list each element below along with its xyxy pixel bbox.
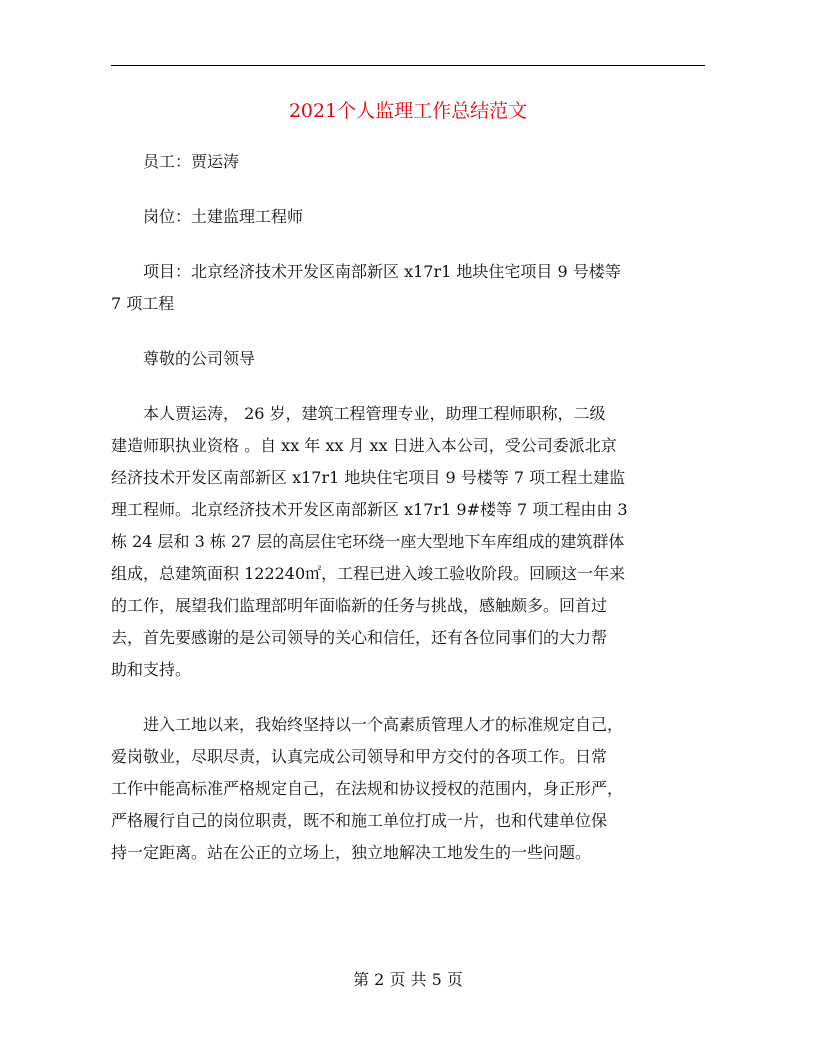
employee-line: 员工：贾运涛 [143, 152, 240, 171]
salutation: 尊敬的公司领导 [143, 349, 256, 368]
paragraph-1-line: 理工程师。北京经济技术开发区南部新区 x17r1 9#楼等 7 项工程由由 3 [111, 500, 628, 519]
paragraph-1-line: 建造师职执业资格 。自 xx 年 xx 月 xx 日进入本公司，受公司委派北京 [111, 436, 617, 455]
header-rule [111, 65, 705, 66]
paragraph-2-line: 持一定距离。站在公正的立场上，独立地解决工地发生的一些问题。 [111, 843, 592, 862]
document-body [111, 146, 705, 869]
paragraph-1 [111, 398, 705, 686]
paragraph-1-line: 助和支持。 [111, 660, 192, 679]
paragraph-1-line: 的工作，展望我们监理部明年面临新的任务与挑战，感触颇多。回首过 [111, 596, 608, 615]
paragraph-2 [111, 709, 705, 869]
position-line: 岗位：土建监理工程师 [143, 207, 304, 226]
project-paragraph [111, 256, 705, 320]
paragraph-2-line: 爱岗敬业，尽职尽责，认真完成公司领导和甲方交付的各项工作。日常 [111, 747, 608, 766]
paragraph-2-line: 进入工地以来，我始终坚持以一个高素质管理人才的标准规定自己， [143, 715, 624, 734]
project-line-2: 7 项工程 [111, 294, 175, 313]
paragraph-1-line: 去，首先要感谢的是公司领导的关心和信任，还有各位同事们的大力帮 [111, 628, 608, 647]
project-line-1: 项目：北京经济技术开发区南部新区 x17r1 地块住宅项目 9 号楼等 [143, 262, 621, 281]
paragraph-2-line: 工作中能高标准严格规定自己，在法规和协议授权的范围内，身正形严， [111, 779, 624, 798]
paragraph-2-line: 严格履行自己的岗位职责，既不和施工单位打成一片，也和代建单位保 [111, 811, 608, 830]
paragraph-1-line: 经济技术开发区南部新区 x17r1 地块住宅项目 9 号楼等 7 项工程土建监 [111, 468, 626, 487]
paragraph-1-line: 本人贾运涛， 26 岁，建筑工程管理专业，助理工程师职称，二级 [143, 404, 606, 423]
paragraph-1-line: 栋 24 层和 3 栋 27 层的高层住宅环绕一座大型地下车库组成的建筑群体 [111, 532, 625, 551]
paragraph-1-line: 组成，总建筑面积 122240㎡，工程已进入竣工验收阶段。回顾这一年来 [111, 564, 626, 583]
page-footer: 第 2 页 共 5 页 [353, 970, 463, 989]
document-title: 2021个人监理工作总结范文 [288, 100, 528, 122]
